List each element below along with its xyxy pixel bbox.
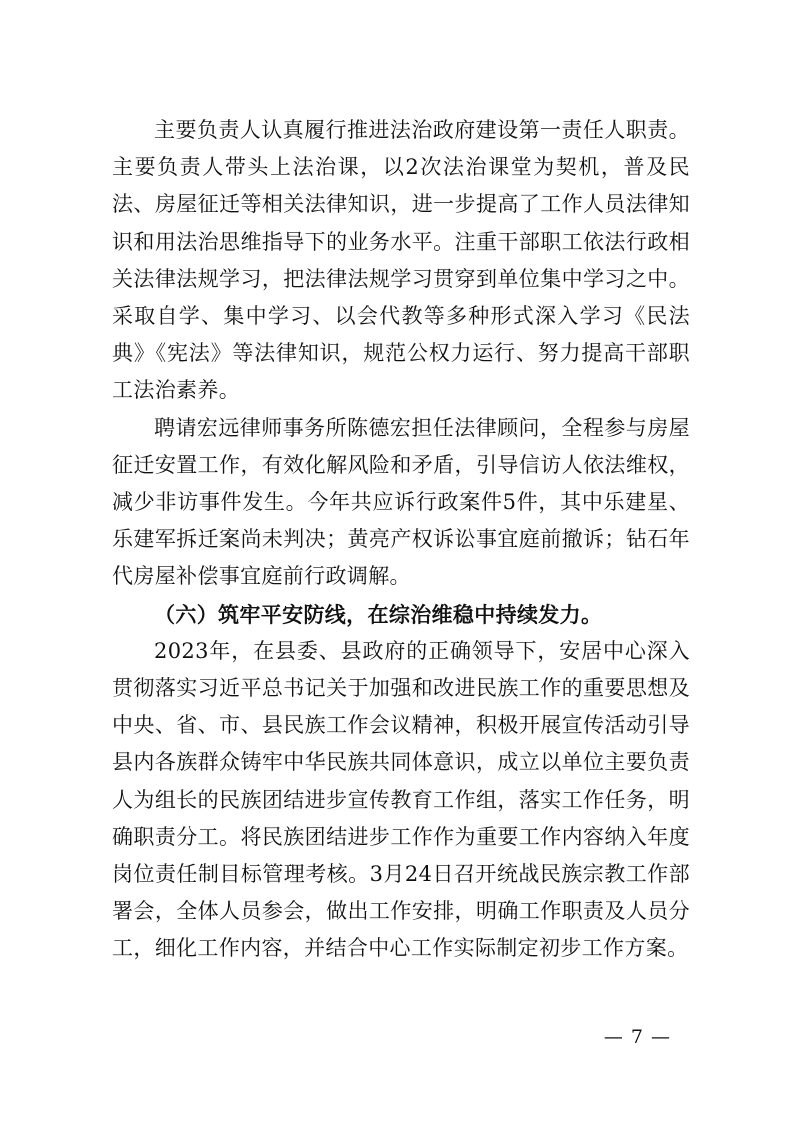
section-heading: （六）筑牢平安防线，在综治维稳中持续发力。 xyxy=(154,601,603,627)
paragraph-ethnic-unity: 2023年，在县委、县政府的正确领导下，安居中心深入贯彻落实习近平总书记关于加强和改进民族工作的重要思想及中央、省、市、县民族工作会议精神，积极开展宣传活动引导县内各族群众铸牢中华民族共同体意识，成立以单位主要负责人为组长的民族团结进步宣传教育工作组，落实工作任务，明确职责分工。将民族团结进步工作作为重要工作内容纳入年度岗位责任制目标管理考核。3月24日召开统战民族宗教工作部署会，全体人员参会，做出工作安排，明确工作职责及人员分工，细化工作内容，并结合中心工作实际制定初步工作方案。 xyxy=(112,638,690,961)
page-number: — 7 — xyxy=(603,1026,671,1048)
paragraph-legal-counsel: 聘请宏远律师事务所陈德宏担任法律顾问，全程参与房屋征迁安置工作，有效化解风险和矛盾，引导信访人依法维权，减少非访事件发生。今年共应诉行政案件5件，其中乐建星、乐建军拆迁案尚未判决；黄亮产权诉讼事宜庭前撤诉；钻石年代房屋补偿事宜庭前行政调解。 xyxy=(112,415,690,589)
document-body xyxy=(112,112,690,968)
paragraph-legal-study: 主要负责人认真履行推进法治政府建设第一责任人职责。主要负责人带头上法治课，以2次法治课堂为契机，普及民法、房屋征迁等相关法律知识，进一步提高了工作人员法律知识和用法治思维指导下的业务水平。注重干部职工依法行政相关法律法规学习，把法律法规学习贯穿到单位集中学习之中。采取自学、集中学习、以会代教等多种形式深入学习《民法典》《宪法》等法律知识，规范公权力运行、努力提高干部职工法治素养。 xyxy=(112,118,690,403)
